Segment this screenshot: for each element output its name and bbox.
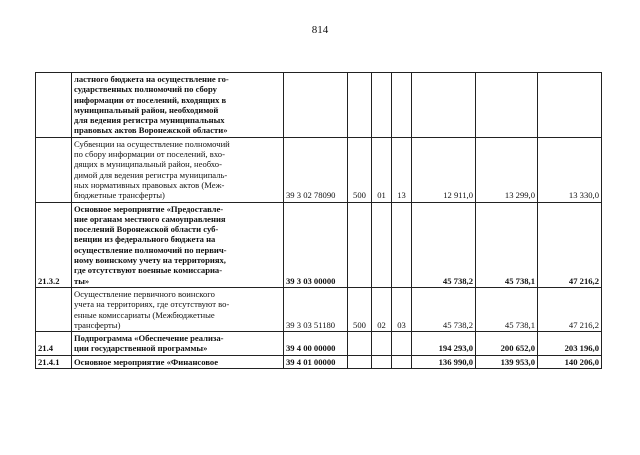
row-name-line: информации от поселений, входящих в: [74, 94, 227, 105]
row-section: 02: [372, 287, 392, 331]
row-name-line: ции государственной программы»: [74, 343, 208, 354]
row-name-line: осуществление полномочий по первич-: [74, 244, 227, 255]
row-target-code: 39 3 03 51180: [284, 287, 348, 331]
row-name: [72, 137, 284, 202]
row-subsection: [392, 73, 412, 138]
row-name: [72, 202, 284, 287]
row-subsection: [392, 202, 412, 287]
row-name-line: димой для ведения регистра муниципаль-: [74, 169, 228, 180]
row-name-line: сударственных полномочий по сбору: [74, 84, 217, 95]
row-target-code: 39 3 03 00000: [284, 202, 348, 287]
row-section: [372, 332, 392, 356]
row-name-line: правовых актов Воронежской области»: [74, 125, 228, 136]
row-name-line: муниципальный район, необходимой: [74, 104, 219, 115]
row-name-line: енные комиссариаты (Межбюджетные: [74, 309, 215, 320]
row-subsection: 13: [392, 137, 412, 202]
table-row: [36, 287, 602, 331]
row-target-code: 39 3 02 78090: [284, 137, 348, 202]
row-amount-year1: 136 990,0: [412, 355, 476, 368]
row-amount-year3: 203 196,0: [538, 332, 602, 356]
row-name-line: дящих в муниципальный район, необхо-: [74, 159, 222, 170]
row-name-line: ному воинскому учету на территориях,: [74, 255, 226, 266]
row-name-line: Основное мероприятие «Финансовое: [74, 356, 219, 367]
row-code: [36, 137, 72, 202]
row-name-line: Подпрограмма «Обеспечение реализа-: [74, 333, 224, 344]
row-code: 21.4.1: [36, 355, 72, 368]
row-amount-year3: [538, 73, 602, 138]
row-name-line: ластного бюджета на осуществление го-: [74, 74, 229, 84]
row-name-line: ных нормативных правовых актов (Меж-: [74, 179, 225, 190]
page-number: 814: [311, 24, 329, 36]
row-amount-year1: 45 738,2: [412, 287, 476, 331]
row-name-line: трансферты): [74, 319, 121, 330]
row-amount-year3: 47 216,2: [538, 287, 602, 331]
row-subsection: [392, 332, 412, 356]
row-amount-year3: 13 330,0: [538, 137, 602, 202]
row-section: 01: [372, 137, 392, 202]
row-amount-year1: [412, 73, 476, 138]
row-name-line: Осуществление первичного воинского: [74, 288, 215, 299]
row-name-line: для ведения регистра муниципальных: [74, 115, 225, 126]
row-expense-type: [348, 355, 372, 368]
row-expense-type: [348, 332, 372, 356]
row-expense-type: [348, 202, 372, 287]
row-amount-year2: 45 738,1: [476, 202, 538, 287]
row-target-code: 39 4 00 00000: [284, 332, 348, 356]
row-amount-year2: [476, 73, 538, 138]
row-amount-year2: 200 652,0: [476, 332, 538, 356]
row-name-line: где отсутствуют военные комиссариа-: [74, 265, 223, 276]
row-amount-year1: 45 738,2: [412, 202, 476, 287]
row-name-line: ты»: [74, 275, 90, 286]
table-row: [36, 355, 602, 368]
row-amount-year3: 47 216,2: [538, 202, 602, 287]
row-subsection: [392, 355, 412, 368]
table-row: [36, 73, 602, 138]
row-code: [36, 73, 72, 138]
row-target-code: [284, 73, 348, 138]
row-name-line: бюджетные трансферты): [74, 190, 165, 201]
row-name: [72, 332, 284, 356]
row-name-line: ние органам местного самоуправления: [74, 213, 226, 224]
row-expense-type: [348, 73, 372, 138]
row-expense-type: 500: [348, 287, 372, 331]
row-code: [36, 287, 72, 331]
row-name-line: Основное мероприятие «Предоставле-: [74, 203, 224, 214]
row-subsection: 03: [392, 287, 412, 331]
row-amount-year2: 139 953,0: [476, 355, 538, 368]
row-amount-year2: 13 299,0: [476, 137, 538, 202]
row-amount-year2: 45 738,1: [476, 287, 538, 331]
row-code: 21.4: [36, 332, 72, 356]
table-row: [36, 202, 602, 287]
table-body: [36, 73, 602, 369]
row-expense-type: 500: [348, 137, 372, 202]
table-row: [36, 137, 602, 202]
row-amount-year1: 194 293,0: [412, 332, 476, 356]
row-target-code: 39 4 01 00000: [284, 355, 348, 368]
budget-table: [35, 72, 602, 369]
table-row: [36, 332, 602, 356]
row-section: [372, 202, 392, 287]
row-amount-year3: 140 206,0: [538, 355, 602, 368]
row-amount-year1: 12 911,0: [412, 137, 476, 202]
row-section: [372, 73, 392, 138]
row-name-line: венции из федерального бюджета на: [74, 234, 216, 245]
row-code: 21.3.2: [36, 202, 72, 287]
row-section: [372, 355, 392, 368]
row-name: [72, 355, 284, 368]
row-name-line: Субвенции на осуществление полномочий: [74, 138, 230, 149]
row-name: [72, 287, 284, 331]
row-name-line: поселений Воронежской области суб-: [74, 224, 219, 235]
row-name-line: учета на территориях, где отсутствуют во-: [74, 299, 230, 310]
row-name-line: по сбору информации от поселений, вхо-: [74, 149, 225, 160]
row-name: [72, 73, 284, 138]
